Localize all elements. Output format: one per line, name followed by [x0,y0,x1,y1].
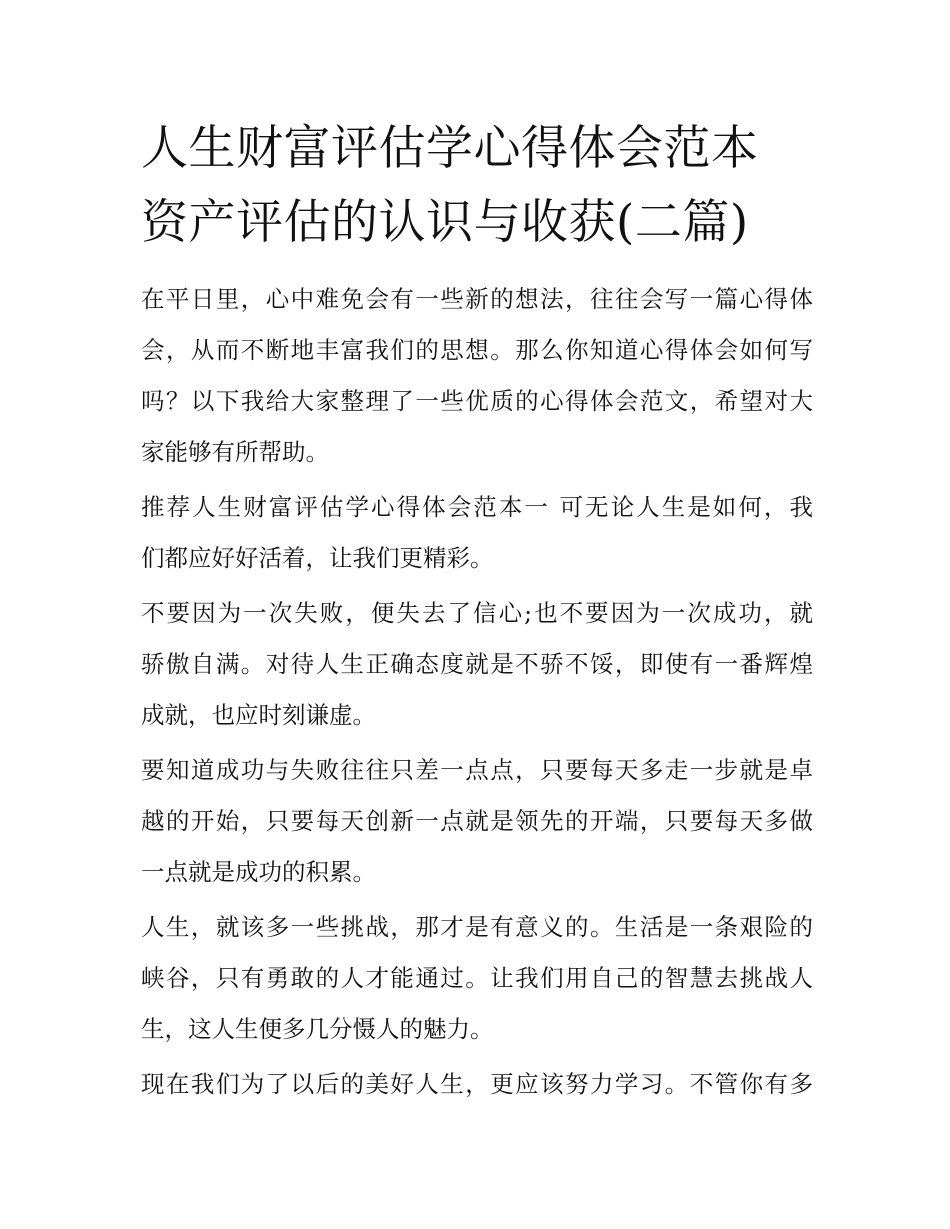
text-line: 要知道成功与失败往往只差一点点，只要每天多走一步就是卓 [141,756,813,784]
text-line: 骄傲自满。对待人生正确态度就是不骄不馁，即使有一番辉煌 [141,650,813,678]
text-line: 推荐人生财富评估学心得体会范本一 可无论人生是如何，我 [141,493,813,521]
text-line: 会，从而不断地丰富我们的思想。那么你知道心得体会如何写 [141,336,813,364]
text-line: 不要因为一次失败，便失去了信心;也不要因为一次成功，就 [141,599,813,627]
text-line: 吗？以下我给大家整理了一些优质的心得体会范文，希望对大 [141,387,813,415]
body-paragraph [141,588,813,741]
intro-paragraph [141,274,813,478]
text-line: 们都应好好活着，让我们更精彩。 [141,544,494,572]
text-line: 家能够有所帮助。 [141,438,329,466]
recommendation-paragraph [141,482,813,584]
text-line: 峡谷，只有勇敢的人才能通过。让我们用自己的智慧去挑战人 [141,964,813,992]
body-paragraph [141,1059,813,1110]
text-line: 生，这人生便多几分慑人的魅力。 [141,1015,494,1043]
text-line: 人生，就该多一些挑战，那才是有意义的。生活是一条艰险的 [141,913,813,941]
title-line: 人生财富评估学心得体会范本 [141,121,759,176]
document-body [141,112,813,1114]
document-title [141,112,813,260]
text-line: 在平日里，心中难免会有一些新的想法，往往会写一篇心得体 [141,285,813,313]
body-paragraph [141,902,813,1055]
title-line: 资产评估的认识与收获(二篇) [141,195,749,250]
text-line: 越的开始，只要每天创新一点就是领先的开端，只要每天多做 [141,807,813,835]
text-line: 现在我们为了以后的美好人生，更应该努力学习。不管你有多 [141,1070,813,1098]
body-paragraph [141,745,813,898]
text-line: 成就，也应时刻谦虚。 [141,701,376,729]
text-line: 一点就是成功的积累。 [141,858,376,886]
